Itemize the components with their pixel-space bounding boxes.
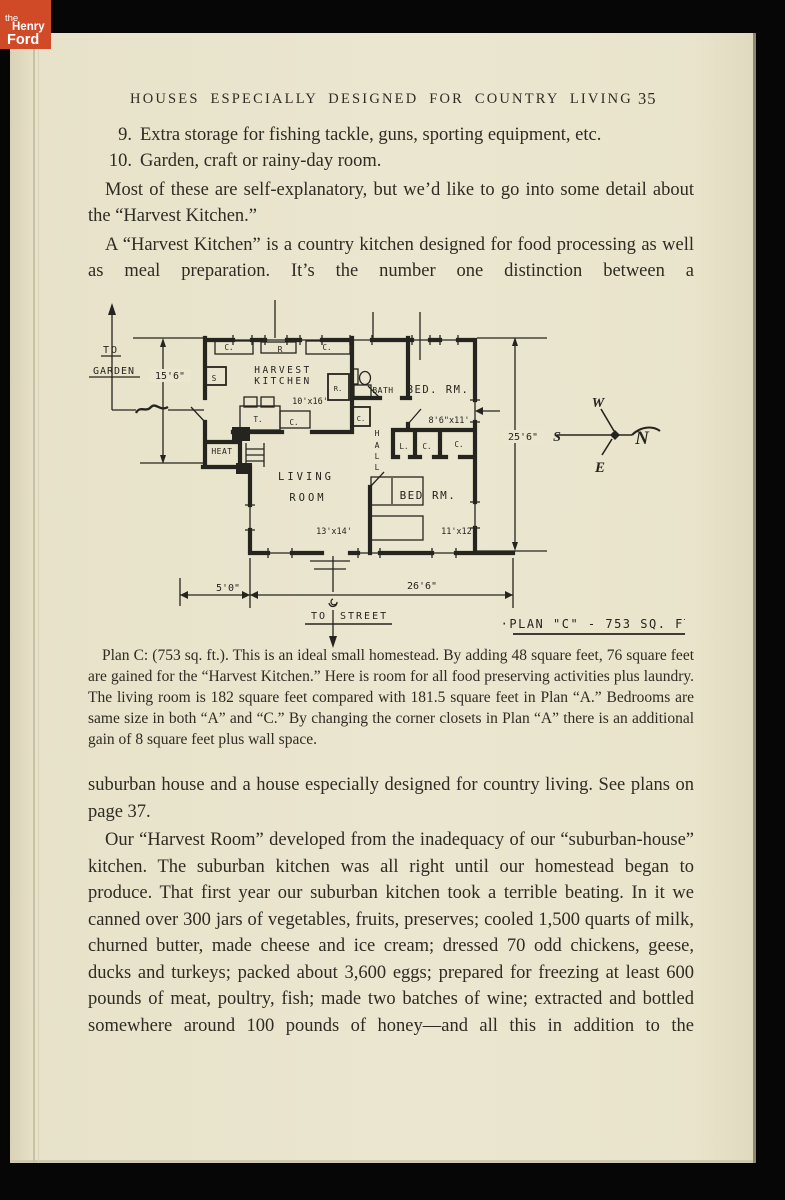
bedroom1-size-label: 8'6"x11' [428, 416, 470, 426]
living-size-label: 13'x14' [316, 527, 352, 537]
hall-letter: H [374, 429, 380, 438]
bedroom2-label: BED RM. [399, 489, 457, 502]
counter-label: C. [289, 418, 299, 427]
figure-caption: Plan C: (753 sq. ft.). This is an ideal small homestead. By adding 48 square feet, 76 square feet are gained for the “Harvest Kitchen.” Here is room for all food preserving activities plus laundry. The living room is 182 square feet compared with 181.5 square feet in Plan “A.” Bedrooms are same size in both “A” and “C.” By changing the corner closets in Plan “A” there is an additional gain of 8 square feet plus wall space. [88, 647, 694, 748]
paragraph-harvest-room: Our “Harvest Room” developed from the inadequacy of our “suburban-house” kitchen. The suburban kitchen was all right until our homestead began to produce. That first year our suburban kitchen took a terrible beating. In it we canned over 300 jars of vegetables, fruits, preserves; cooled 1,500 quarts of milk, churned butter, made cheese and ice cream; dressed 70 odd chickens, geese, ducks and turkeys; packed about 3,600 eggs; prepared for freezing at least 600 pounds of meat, poultry, fish; made two batches of wine; extracted and bottled somewhere around 100 pounds of honey—and all this in addition to the [88, 830, 694, 1036]
closet-label: C. [422, 442, 432, 451]
bedroom2-size-label: 11'x12' [441, 527, 477, 537]
list-item-number: 9. [118, 125, 132, 145]
paragraph-harvest-kitchen: A “Harvest Kitchen” is a country kitchen designed for food processing as well as meal preparation. It’s the number one distinction between a [88, 235, 694, 281]
harvest-kitchen-label-1: HARVEST [254, 365, 312, 376]
kitchen-size-label: 10'x16' [292, 397, 328, 407]
counter-label: C. [224, 343, 234, 352]
logo-henry: Henry [12, 21, 45, 33]
living-room-label-1: LIVING [278, 471, 334, 483]
compass-north: N [635, 428, 649, 449]
toilet-bowl [360, 372, 371, 385]
garden-arrowhead [108, 303, 116, 315]
list-item-text: Garden, craft or rainy-day room. [140, 151, 382, 171]
closet-label: L. [399, 442, 409, 451]
logo-the: the [5, 13, 19, 24]
chimney-mass [232, 427, 250, 441]
living-room-label-2: ROOM [289, 492, 327, 504]
binding-crease [33, 33, 35, 1163]
closet-label: C. [454, 440, 464, 449]
counter-label: C. [322, 343, 332, 352]
hall-closet-label: C. [356, 415, 366, 423]
range-label: R [277, 345, 283, 354]
hall-letter: A [374, 441, 380, 450]
heat-room-label: HEAT [211, 447, 233, 456]
dim-right-label: 25'6" [507, 432, 539, 443]
compass-rose [553, 396, 660, 476]
table-label: T. [253, 415, 263, 424]
running-head: HOUSES ESPECIALLY DESIGNED FOR COUNTRY LIVING [130, 91, 633, 107]
dim-left-label: 15'6" [154, 371, 186, 382]
list-item [88, 122, 694, 148]
book-page [10, 33, 756, 1163]
paragraph-suburban: suburban house and a house especially designed for country living. See plans on page 37. [88, 775, 694, 822]
to-garden-label-2: GARDEN [92, 366, 136, 377]
dim-bottom-left-label: 5'0" [215, 583, 241, 594]
logo-ford: Ford [7, 32, 40, 48]
chimney-mass [236, 463, 252, 474]
list-item-text: Extra storage for fishing tackle, guns, sporting equipment, etc. [140, 125, 602, 145]
list-item [88, 148, 694, 174]
street-curl-mark [329, 599, 337, 607]
to-street-label-1: TO [310, 611, 327, 622]
binding-crease-light [38, 33, 39, 1163]
paragraph-detail: Most of these are self-explanatory, but we’d like to go into some detail about the “Harvest Kitchen.” [88, 180, 694, 226]
bath-label: BATH [372, 386, 394, 395]
henry-ford-logo [0, 0, 51, 49]
sink-label: S [211, 374, 217, 383]
dim-bottom-label: 26'6" [406, 581, 438, 592]
compass-south: S [553, 430, 561, 445]
numbered-list [88, 122, 694, 174]
to-street-label-2: STREET [340, 611, 389, 622]
fridge-label: R. [333, 385, 343, 393]
floor-plan-figure [85, 288, 685, 648]
hall-letter: L [374, 452, 380, 461]
hall-letter: L [374, 463, 380, 472]
harvest-kitchen-label-2: KITCHEN [254, 376, 312, 387]
page-number: 35 [638, 89, 657, 108]
compass-east: E [594, 460, 606, 476]
plan-title: ·PLAN "C" - 753 SQ. FT. [500, 617, 685, 631]
list-item-number: 10. [108, 151, 132, 171]
bed [371, 516, 423, 540]
bedroom1-label: BED. RM. [406, 384, 470, 396]
compass-west: W [591, 396, 605, 411]
to-garden-label-1: TO [102, 345, 120, 356]
